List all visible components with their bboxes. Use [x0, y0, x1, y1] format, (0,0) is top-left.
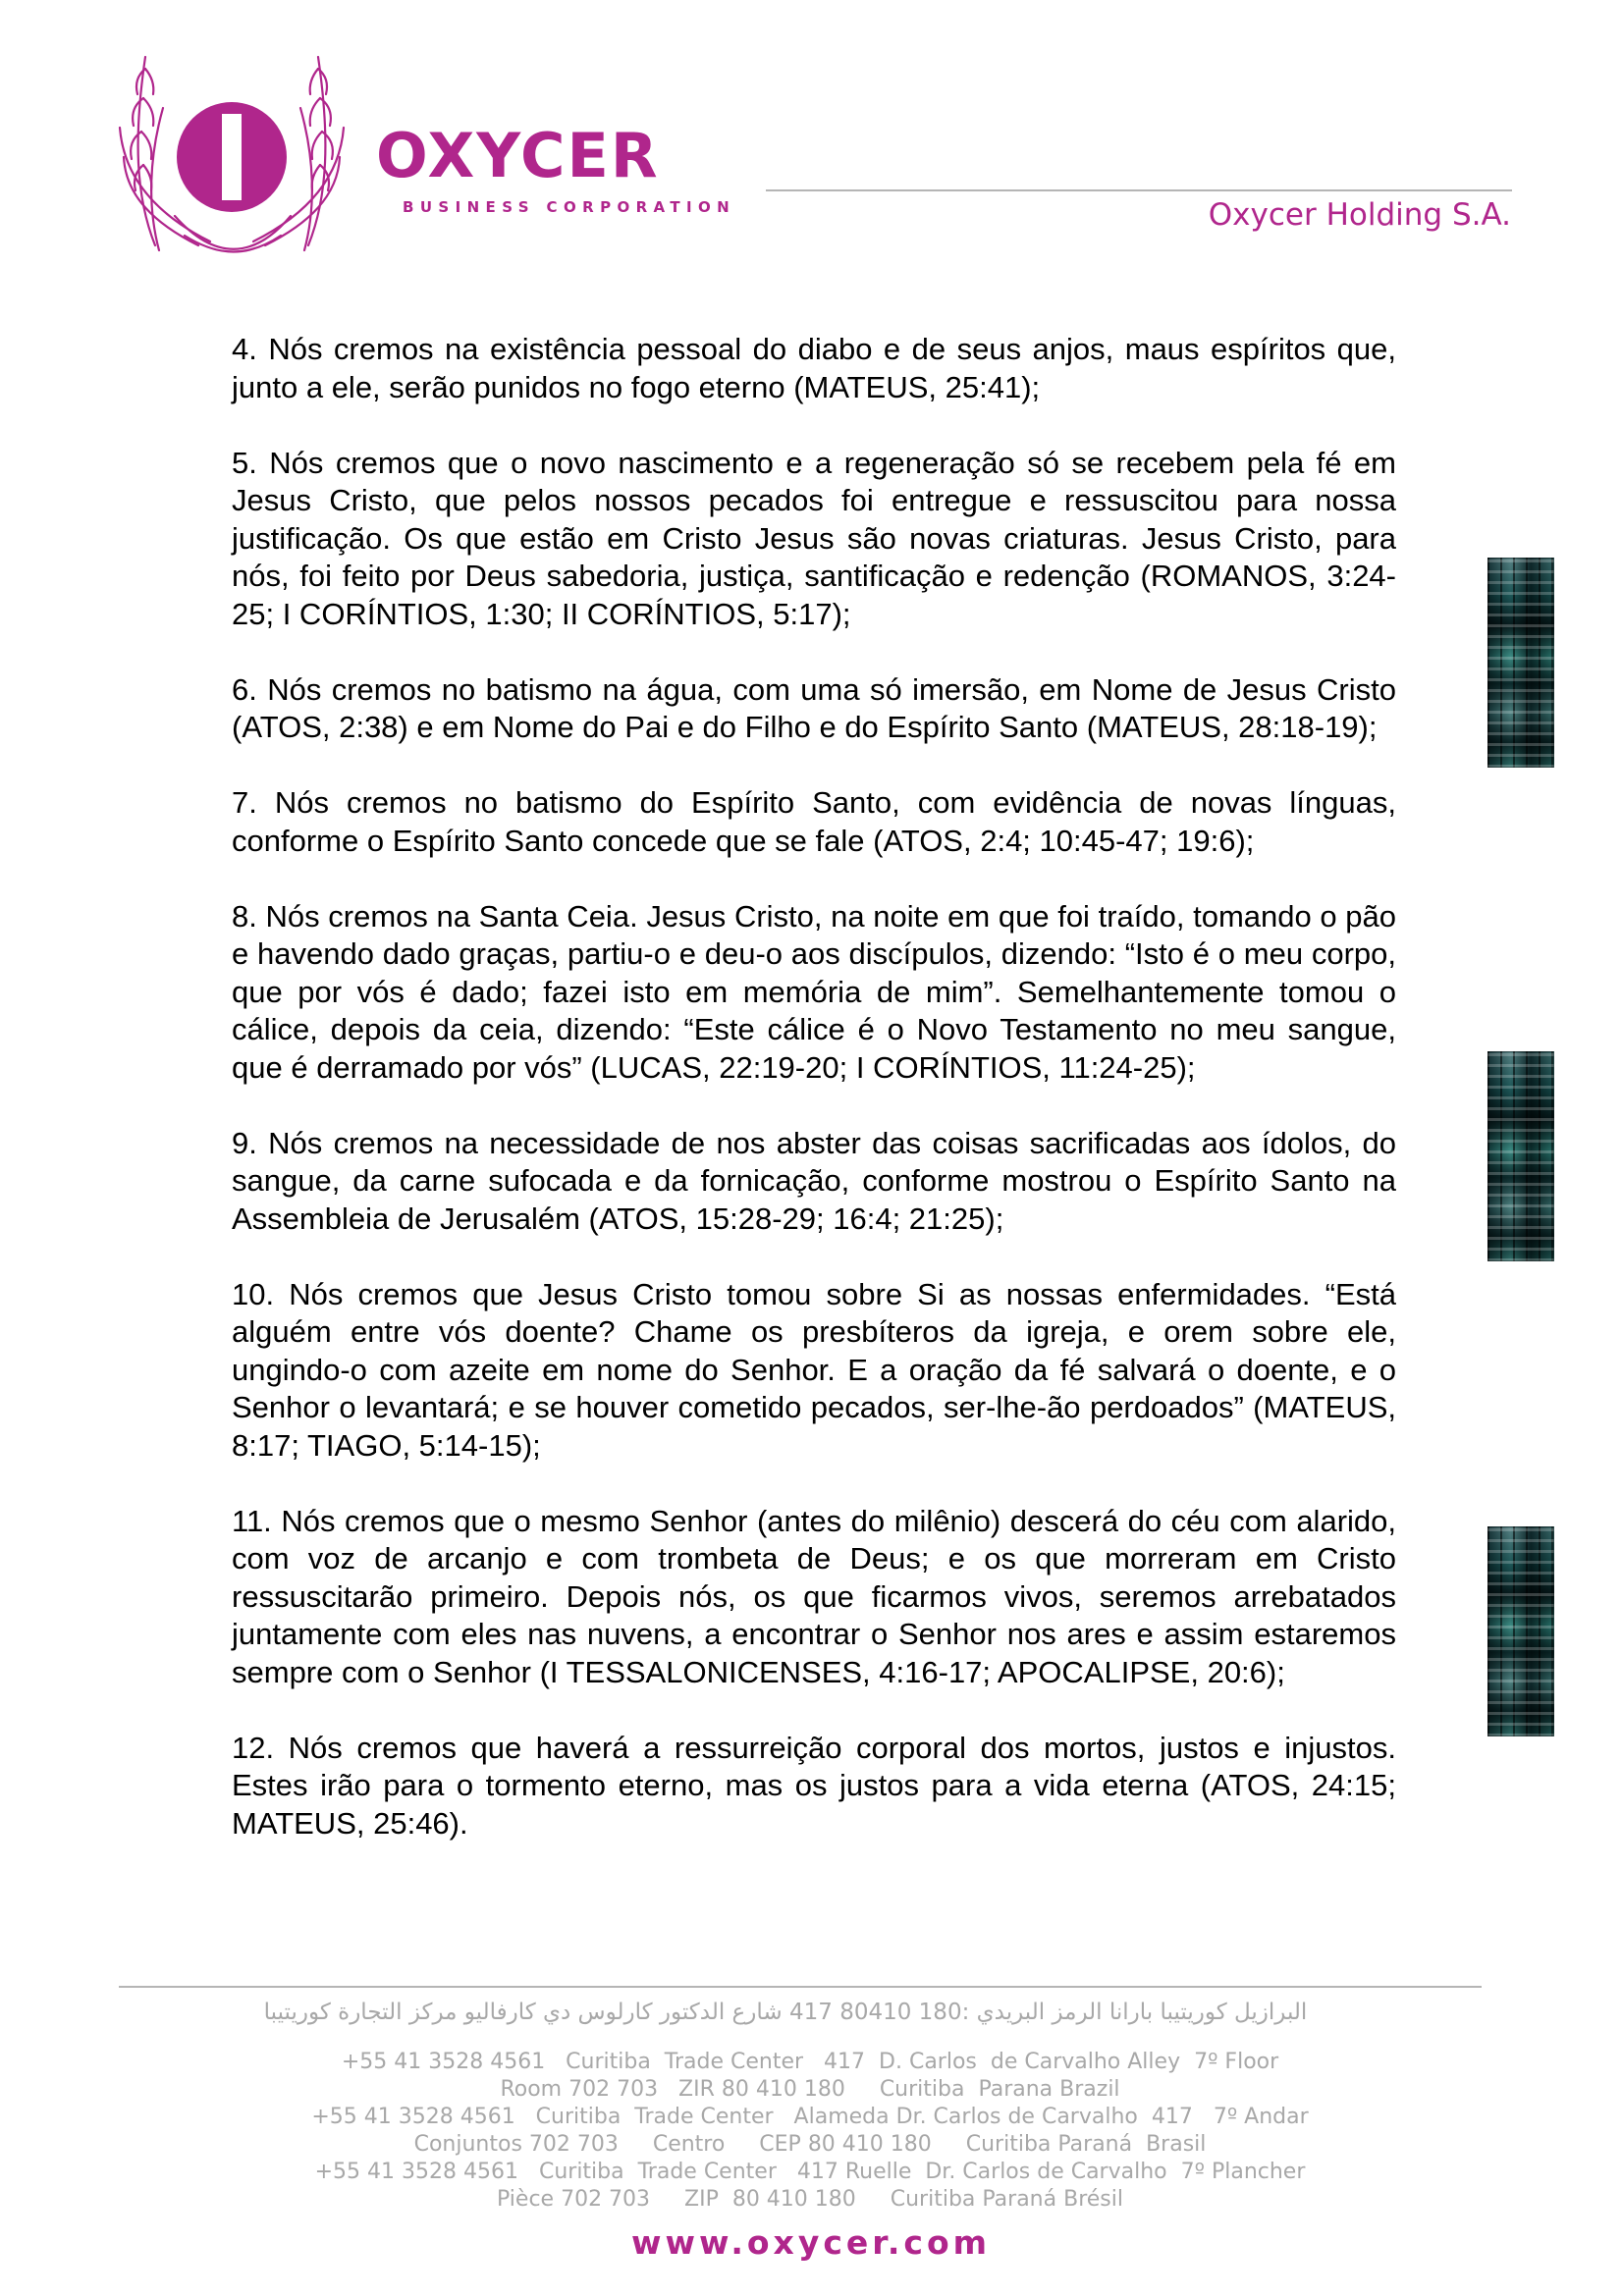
document-body — [232, 331, 1396, 1842]
brand-name: OXYCER — [376, 120, 660, 191]
holding-name: Oxycer Holding S.A. — [1208, 197, 1511, 233]
footer-divider — [119, 1986, 1482, 1988]
footer-arabic-address: البرازيل كوريتيبا بارانا الرمز البريدي :180 80410 417 شارع الدكتور كارلوس دي كارفاليو مركز التجارة كوريتيبا — [263, 2000, 1308, 2025]
paragraph: 8. Nós cremos na Santa Ceia. Jesus Cristo, na noite em que foi traído, tomando o pão e havendo dado graças, partiu-o e deu-o aos discípulos, dizendo: “Isto é o meu corpo, que por vós é dado; fazei isto em memória de mim”. Semelhantemente tomou o cálice, depois da ceia, dizendo: “Este cálice é o Novo Testamento no meu sangue, que é derramado por vós” (LUCAS, 22:19-20; I CORÍNTIOS, 11:24-25); — [232, 898, 1396, 1085]
paragraph: 11. Nós cremos que o mesmo Senhor (antes do milênio) descerá do céu com alarido, com voz de arcanjo e com trombeta de Deus; e os que morreram em Cristo ressuscitarão primeiro. Depois nós, os que ficarmos vivos, seremos arrebatados juntamente com eles nas nuvens, a encontrar o Senhor nos ares e assim estaremos sempre com o Senhor (I TESSALONICENSES, 4:16-17; APOCALIPSE, 20:6); — [232, 1503, 1396, 1689]
side-mosaic-image — [1487, 558, 1554, 768]
paragraph: 4. Nós cremos na existência pessoal do diabo e de seus anjos, maus espíritos que, junto a ele, serão punidos no fogo eterno (MATEUS, 25:41); — [232, 332, 1396, 404]
footer-address-line: Conjuntos 702 703 Centro CEP 80 410 180 Curitiba Paraná Brasil — [413, 2132, 1207, 2157]
side-mosaic-image — [1487, 1051, 1554, 1261]
paragraph: 12. Nós cremos que haverá a ressurreição corporal dos mortos, justos e injustos. Estes irão para o tormento eterno, mas os justos para a vida eterna (ATOS, 24:15; MATEUS, 25:46). — [232, 1730, 1396, 1841]
footer-address-line: Pièce 702 703 ZIP 80 410 180 Curitiba Paraná Brésil — [497, 2187, 1123, 2212]
paragraph: 6. Nós cremos no batismo na água, com uma só imersão, em Nome de Jesus Cristo (ATOS, 2:38) e em Nome do Pai e do Filho e do Espírito Santo (MATEUS, 28:18-19); — [232, 671, 1396, 744]
paragraph: 7. Nós cremos no batismo do Espírito Santo, com evidência de novas línguas, conforme o Espírito Santo concede que se fale (ATOS, 2:4; 10:45-47; 19:6); — [232, 785, 1396, 858]
paragraph: 5. Nós cremos que o novo nascimento e a regeneração só se recebem pela fé em Jesus Cristo, que pelos nossos pecados foi entregue e ressuscitou para nossa justificação. Os que estão em Cristo Jesus são novas criaturas. Jesus Cristo, para nós, foi feito por Deus sabedoria, justiça, santificação e redenção (ROMANOS, 3:24-25; I CORÍNTIOS, 1:30; II CORÍNTIOS, 5:17); — [232, 445, 1396, 631]
footer-address-line: Room 702 703 ZIR 80 410 180 Curitiba Parana Brazil — [500, 2077, 1120, 2102]
header-divider — [766, 189, 1512, 191]
footer-address-line: +55 41 3528 4561 Curitiba Trade Center 417 Ruelle Dr. Carlos de Carvalho 7º Plancher — [314, 2160, 1306, 2184]
side-mosaic-image — [1487, 1526, 1554, 1736]
oxycer-emblem-icon — [116, 49, 348, 261]
paragraph: 10. Nós cremos que Jesus Cristo tomou sobre Si as nossas enfermidades. “Está alguém entre vós doente? Chame os presbíteros da igreja, e orem sobre ele, ungindo-o com azeite em nome do Senhor. E a oração da fé salvará o doente, e o Senhor o levantará; e se houver cometido pecados, ser-lhe-ão perdoados” (MATEUS, 8:17; TIAGO, 5:14-15); — [232, 1276, 1396, 1463]
footer-address-line: +55 41 3528 4561 Curitiba Trade Center 417 D. Carlos de Carvalho Alley 7º Floor — [341, 2050, 1279, 2074]
footer-address-line: +55 41 3528 4561 Curitiba Trade Center Alameda Dr. Carlos de Carvalho 417 7º Andar — [311, 2105, 1309, 2129]
brand-tagline: BUSINESS CORPORATION — [403, 198, 736, 216]
paragraph: 9. Nós cremos na necessidade de nos abster das coisas sacrificadas aos ídolos, do sangue, da carne sufocada e da fornicação, conforme mostrou o Espírito Santo na Assembleia de Jerusalém (ATOS, 15:28-29; 16:4; 21:25); — [232, 1125, 1396, 1236]
website-link[interactable]: www.oxycer.com — [630, 2223, 992, 2262]
